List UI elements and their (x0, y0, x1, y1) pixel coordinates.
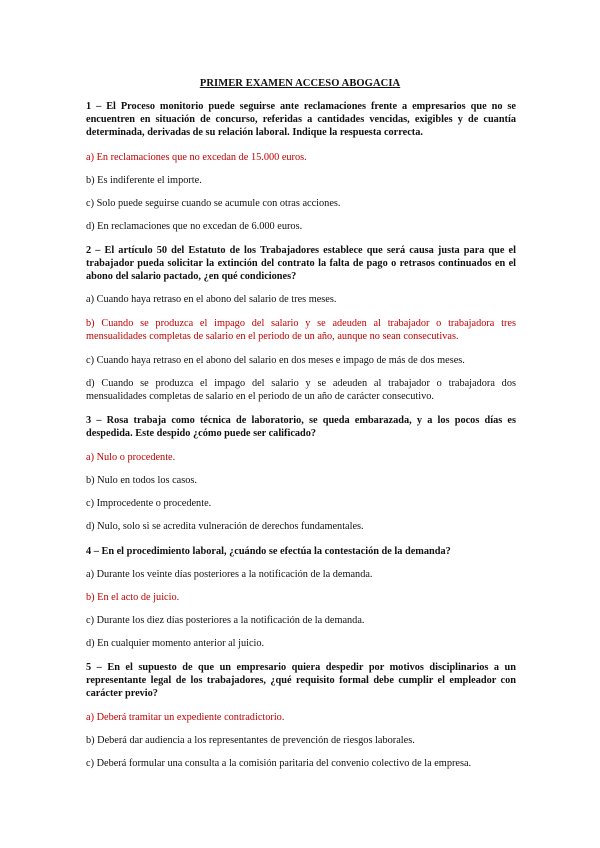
q5-option-b: b) Deberá dar audiencia a los representantes de prevención de riesgos laborales. (86, 735, 415, 746)
q1-option-b: b) Es indiferente el importe. (86, 175, 202, 186)
q4-option-a: a) Durante los veinte días posteriores a la notificación de la demanda. (86, 569, 373, 580)
q3-option-c: c) Improcedente o procedente. (86, 498, 212, 509)
q1-option-a: a) En reclamaciones que no excedan de 15.000 euros. (86, 152, 307, 163)
q1-option-c: c) Solo puede seguirse cuando se acumule con otras acciones. (86, 198, 341, 209)
q5-option-c: c) Deberá formular una consulta a la comisión paritaria del convenio colectivo de la empresa. (86, 758, 472, 769)
question-4: 4 – En el procedimiento laboral, ¿cuándo se efectúa la contestación de la demanda? (86, 546, 451, 557)
q4-option-d: d) En cualquier momento anterior al juicio. (86, 638, 265, 649)
q5-option-a: a) Deberá tramitar un expediente contradictorio. (86, 712, 285, 723)
page-title: PRIMER EXAMEN ACCESO ABOGACIA (199, 78, 401, 89)
q4-option-c: c) Durante los diez días posteriores a la notificación de la demanda. (86, 615, 365, 626)
q2-option-c: c) Cuando haya retraso en el abono del salario en dos meses e impago de más de dos meses. (86, 355, 465, 366)
q4-option-b: b) En el acto de juicio. (86, 592, 180, 603)
q3-option-a: a) Nulo o procedente. (86, 452, 176, 463)
q3-option-b: b) Nulo en todos los casos. (86, 475, 197, 486)
question-2: 2 – El artículo 50 del Estatuto de los Trabajadores establece que será causa justa para que el trabajador pueda solicitar la extinción del contrato la falta de pago o retrasos continuados en el abono del salario pactado, ¿en qué condiciones? (86, 245, 516, 283)
question-5: 5 – En el supuesto de que un empresario quiera despedir por motivos disciplinarios a un representante legal de los trabajadores, ¿qué requisito formal debe cumplir el empleador con carácter previo? (86, 662, 516, 700)
q2-option-d: d) Cuando se produzca el impago del salario y se adeuden al trabajador o trabajadora dos mensualidades completas de salario en el periodo de un año de carácter consecutivo. (86, 378, 516, 403)
q1-option-d: d) En reclamaciones que no excedan de 6.000 euros. (86, 221, 303, 232)
q3-option-d: d) Nulo, solo si se acredita vulneración de derechos fundamentales. (86, 521, 364, 532)
q2-option-a: a) Cuando haya retraso en el abono del salario de tres meses. (86, 294, 337, 305)
question-3: 3 – Rosa trabaja como técnica de laboratorio, se queda embarazada, y a los pocos días es despedida. Este despido ¿cómo puede ser calificado? (86, 415, 516, 440)
question-1: 1 – El Proceso monitorio puede seguirse ante reclamaciones frente a empresarios que no se encuentren en situación de concurso, referidas a cantidades vencidas, exigibles y de cuantía determinada, derivadas de su relación laboral. Indique la respuesta correcta. (86, 101, 516, 139)
q2-option-b: b) Cuando se produzca el impago del salario y se adeuden al trabajador o trabajadora tres mensualidades completas de salario en el periodo de un año, aunque no sean consecutivas. (86, 318, 516, 343)
